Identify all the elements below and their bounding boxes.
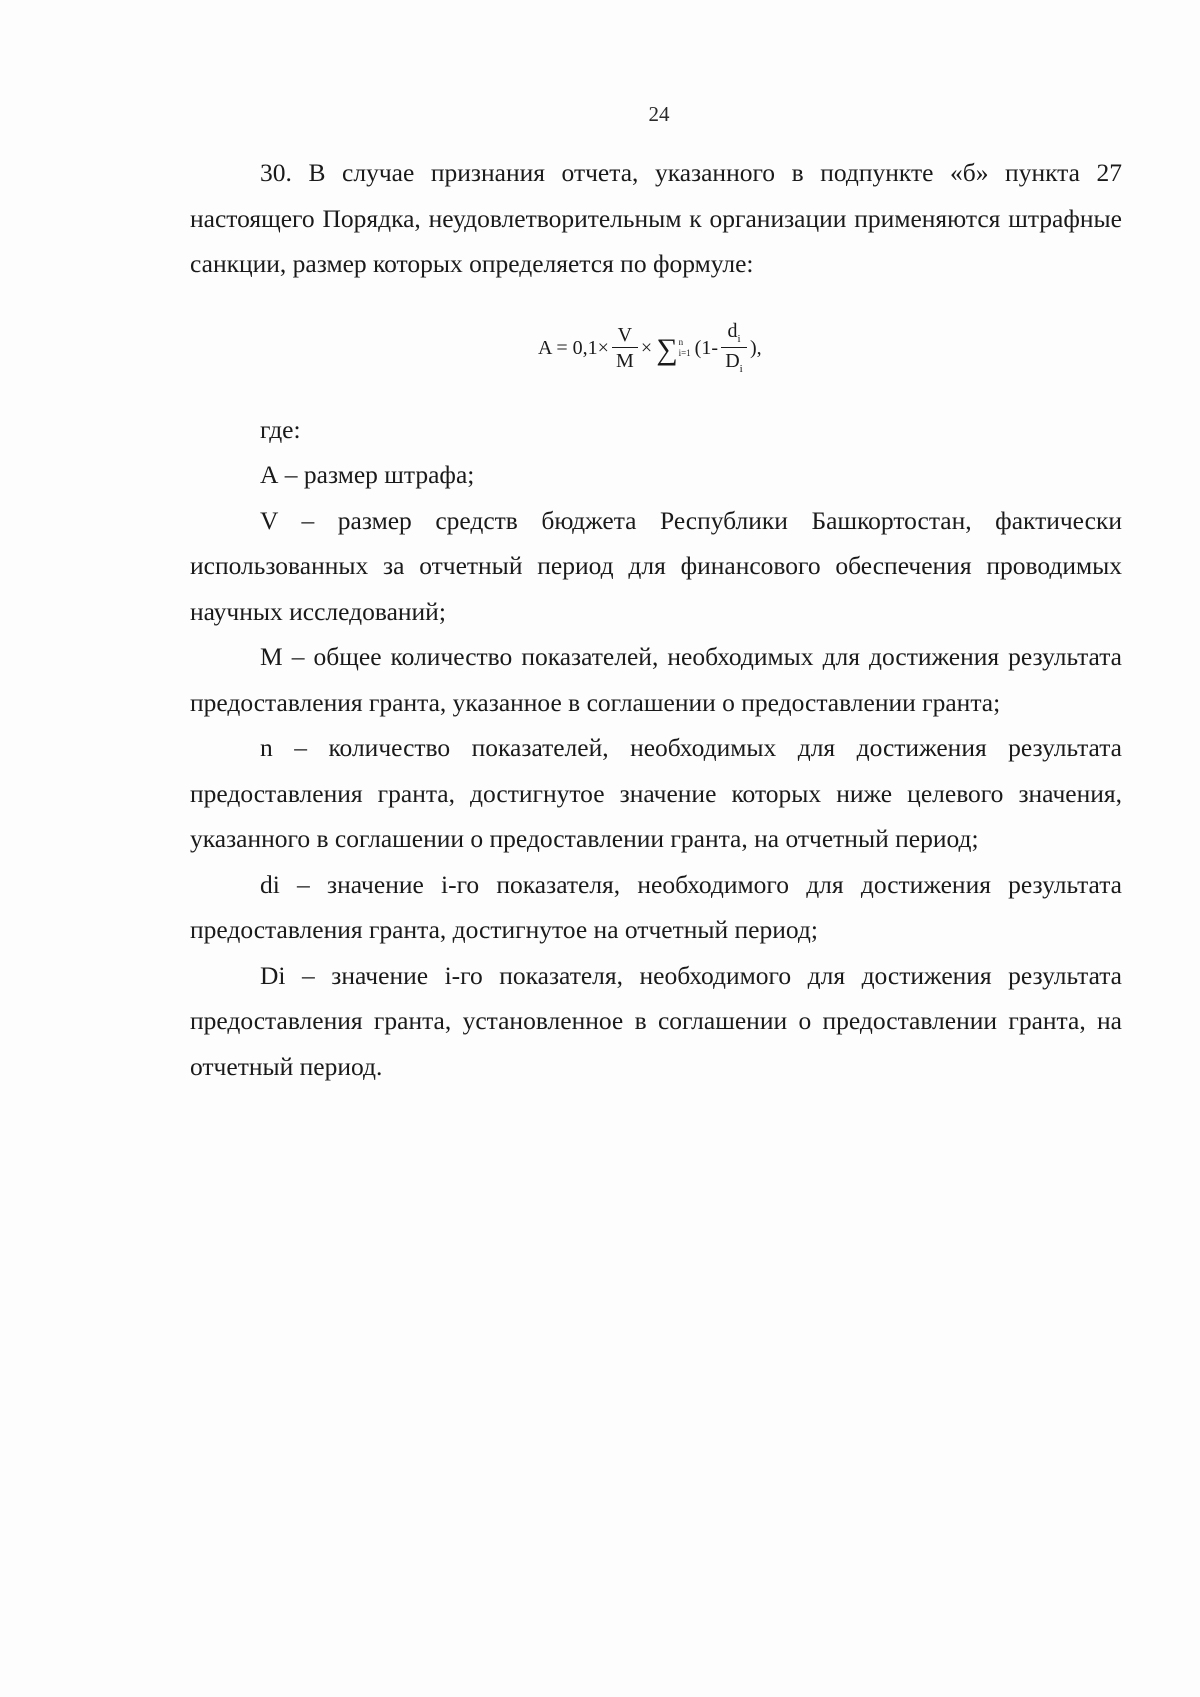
document-body (190, 150, 1122, 1089)
fraction-d-over-D (721, 321, 747, 375)
d-subscript: i (737, 332, 741, 345)
sum-upper-limit: n (678, 336, 684, 347)
fraction-numerator-d (721, 321, 747, 348)
page-number: 24 (648, 102, 670, 126)
formula-open-paren: (1- (694, 336, 718, 359)
d-base: d (727, 319, 738, 342)
fraction-denominator-D (725, 348, 743, 375)
definition-M: М – общее количество показателей, необходимых для достижения результата предоставления гранта, указанное в соглашении о предоставлении гранта; (190, 642, 1122, 717)
sum-sign: ∑ (656, 332, 678, 366)
penalty-formula (190, 287, 1122, 407)
formula-expression (538, 321, 762, 375)
definition-di: di – значение i-го показателя, необходимого для достижения результата предоставления гранта, достигнутое на отчетный период; (190, 869, 1122, 944)
formula-close-paren: ), (749, 336, 762, 359)
fraction-numerator: V (612, 325, 638, 348)
definition-V: V – размер средств бюджета Республики Башкортостан, фактически использованных за отчетный период для финансового обеспечения проводимых научных исследований; (190, 505, 1122, 626)
D-base: D (725, 349, 740, 372)
paragraph-where: где: (260, 414, 301, 444)
fraction-v-over-m (612, 325, 638, 371)
definition-Di: Di – значение i-го показателя, необходимого для достижения результата предоставления гранта, установленное в соглашении о предоставлении гранта, на отчетный период. (190, 960, 1122, 1081)
paragraph-intro: 30. В случае признания отчета, указанного в подпункте «б» пункта 27 настоящего Порядка, неудовлетворительным к организации применяются штрафные санкции, размер которых определяется по формуле: (190, 158, 1122, 278)
sum-lower-limit: i=1 (678, 347, 691, 358)
sum-limits (679, 337, 691, 359)
formula-lhs: A = 0,1× (538, 336, 609, 359)
formula-times: × (640, 336, 653, 359)
definition-n: n – количество показателей, необходимых для достижения результата предоставления гранта, достигнутое значение которых ниже целевого значения, указанного в соглашении о предоставлении гранта, на отчетный период; (190, 733, 1122, 853)
definition-A: А – размер штрафа; (260, 460, 475, 489)
fraction-denominator: M (616, 349, 634, 372)
D-subscript: i (739, 362, 743, 375)
